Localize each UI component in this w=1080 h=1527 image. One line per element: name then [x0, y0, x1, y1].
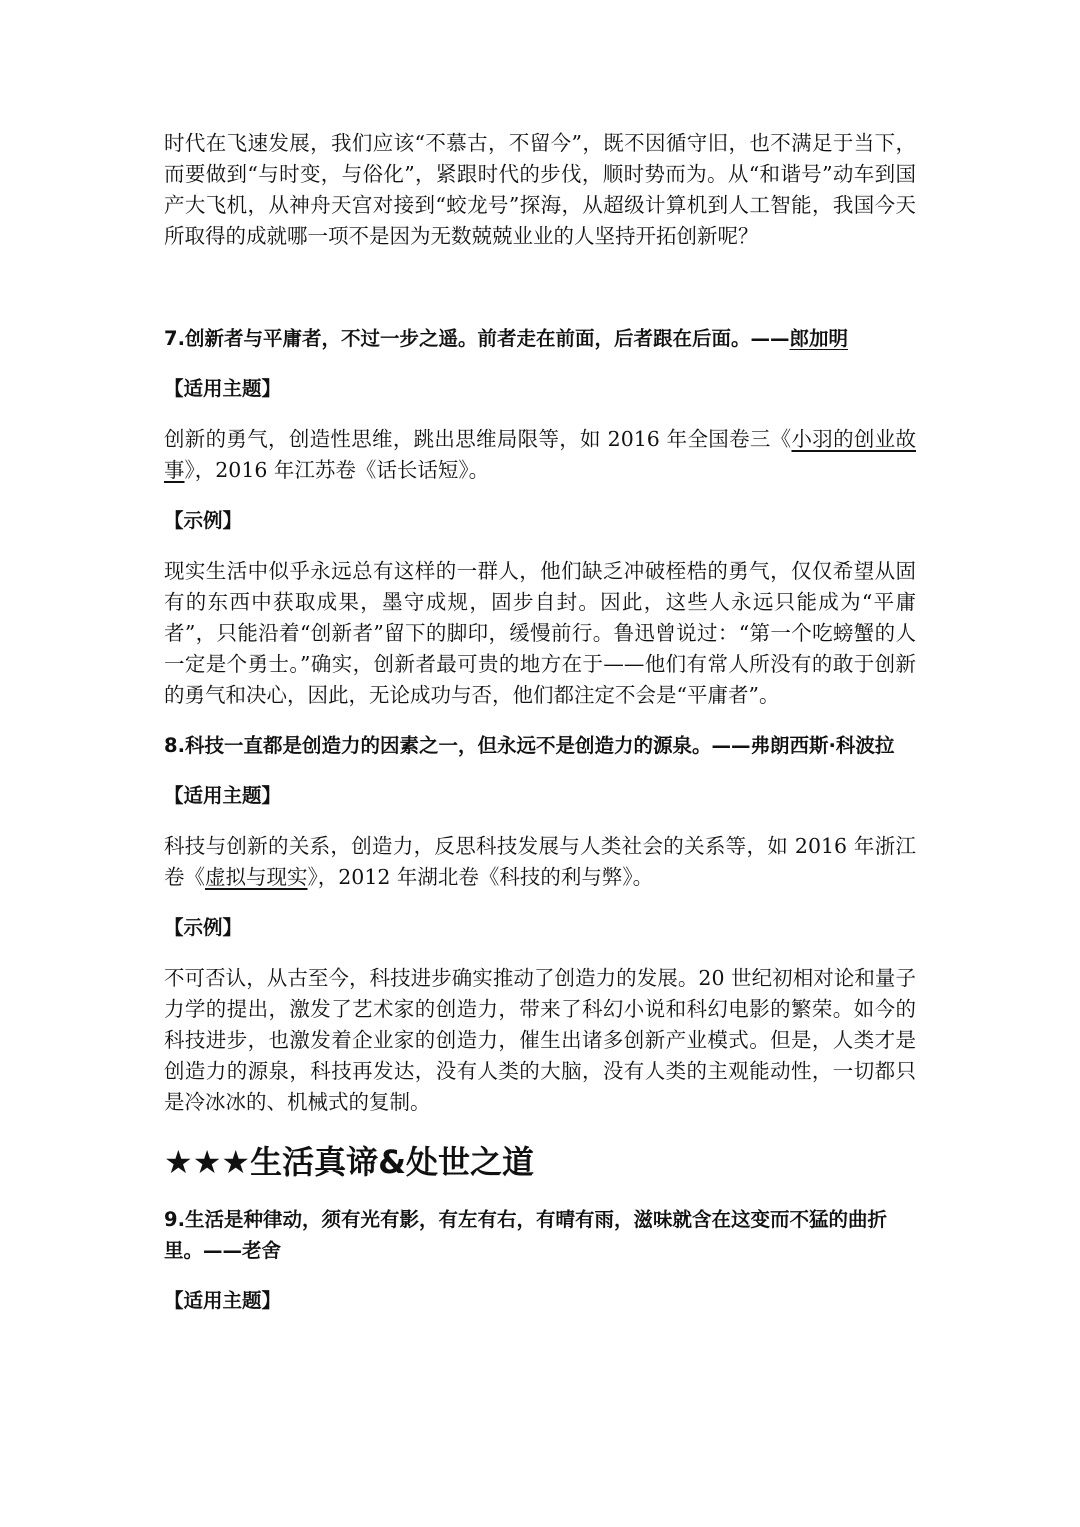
document-page [164, 128, 916, 1316]
theme-8-link[interactable]: 虚拟与现实 [205, 865, 308, 889]
quote-8: 8.科技一直都是创造力的因素之一，但永远不是创造力的源泉。——弗朗西斯·科波拉 [164, 734, 895, 757]
theme-paragraph-8 [164, 831, 916, 893]
example-paragraph-8: 不可否认，从古至今，科技进步确实推动了创造力的发展。20 世纪初相对论和量子力学的提出，激发了艺术家的创造力，带来了科幻小说和科幻电影的繁荣。如今的科技进步，也激发着企业家的创造力，催生出诸多创新产业模式。但是，人类才是创造力的源泉，科技再发达，没有人类的大脑，没有人类的主观能动性，一切都只是冷冰冰的、机械式的复制。 [164, 966, 916, 1114]
theme-tag-8: 【适用主题】 [164, 784, 282, 807]
theme-7-after: 》，2016 年江苏卷《话长话短》。 [184, 458, 490, 482]
example-paragraph-7: 现实生活中似乎永远总有这样的一群人，他们缺乏冲破桎梏的勇气，仅仅希望从固有的东西中获取成果，墨守成规，固步自封。因此，这些人永远只能成为“平庸者”，只能沿着“创新者”留下的脚印，缓慢前行。鲁迅曾说过：“第一个吃螃蟹的人一定是个勇士。”确实，创新者最可贵的地方在于——他们有常人所没有的敢于创新的勇气和决心，因此，无论成功与否，他们都注定不会是“平庸者”。 [164, 559, 916, 707]
section-heading: ★★★生活真谛&处世之道 [164, 1143, 534, 1181]
quote-7-text: 7.创新者与平庸者，不过一步之遥。前者走在前面，后者跟在后面。—— [164, 327, 790, 350]
theme-7-link[interactable]: 小羽的创业故事 [164, 427, 916, 482]
theme-8-before: 科技与创新的关系，创造力，反思科技发展与人类社会的关系等，如 2016 年浙江卷《 [164, 834, 916, 889]
intro-paragraph: 时代在飞速发展，我们应该“不慕古，不留今”，既不因循守旧，也不满足于当下，而要做到“与时变，与俗化”，紧跟时代的步伐，顺时势而为。从“和谐号”动车到国产大飞机，从神舟天宫对接到“蛟龙号”探海，从超级计算机到人工智能，我国今天所取得的成就哪一项不是因为无数兢兢业业的人坚持开拓创新呢？ [164, 131, 916, 248]
example-tag-8: 【示例】 [164, 916, 243, 939]
theme-8-after: 》，2012 年湖北卷《科技的利与弊》。 [307, 865, 654, 889]
quote-7 [164, 323, 916, 354]
example-tag-7: 【示例】 [164, 509, 243, 532]
theme-tag-7: 【适用主题】 [164, 377, 282, 400]
theme-7-before: 创新的勇气，创造性思维，跳出思维局限等，如 2016 年全国卷三《 [164, 427, 792, 451]
theme-paragraph-7 [164, 424, 916, 486]
quote-9: 9.生活是种律动，须有光有影，有左有右，有晴有雨，滋味就含在这变而不猛的曲折里。——老舍 [164, 1208, 887, 1262]
theme-tag-9: 【适用主题】 [164, 1289, 282, 1312]
quote-7-author[interactable]: 郎加明 [789, 327, 848, 350]
